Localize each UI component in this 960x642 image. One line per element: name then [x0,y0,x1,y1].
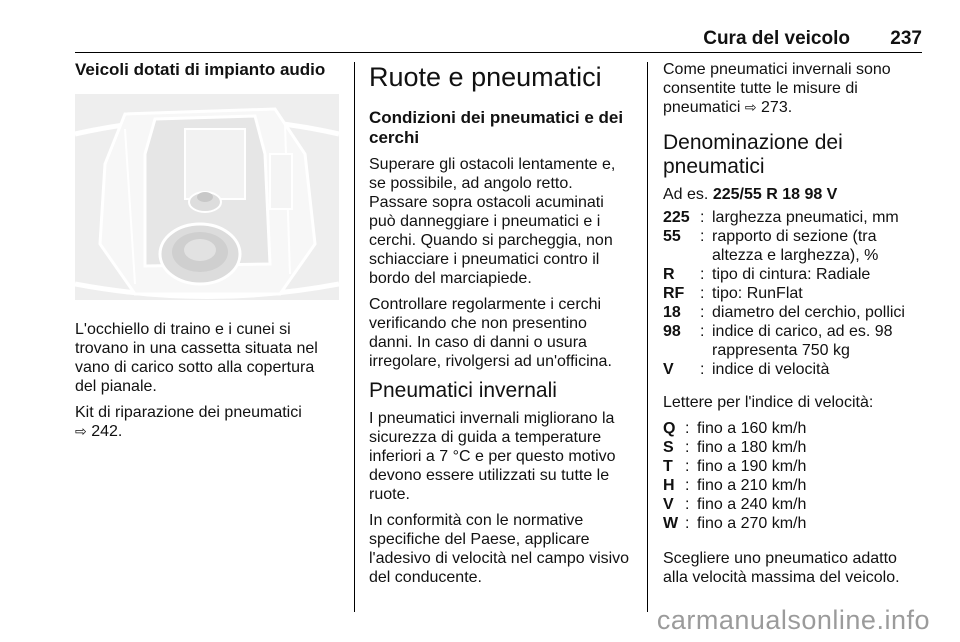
list-item: W : fino a 270 km/h [663,515,807,532]
list-item: T : fino a 190 km/h [663,458,807,475]
speed-index-list [663,419,925,533]
list-item: 225 : larghezza pneumatici, mm [663,209,899,226]
list-item: R : tipo di cintura: Radiale [663,266,871,283]
designation-list [663,208,925,379]
cargo-box-drawing [75,94,339,300]
column-2 [369,60,634,594]
list-item: Q : fino a 160 km/h [663,420,807,437]
page-ref-icon: ⇨ [75,423,87,439]
page-number: 237 [890,28,922,49]
speed-intro: Lettere per l'indice di velocità: [663,394,874,411]
speed-sticker-text: In conformità con le normative specifiche del Paese, applicare l'adesivo di velocità nel campo visivo del conducente. [369,512,630,586]
designation-heading: Denominazione dei pneumatici [663,131,843,178]
column-3 [663,60,925,594]
section-title: Cura del veicolo [703,28,850,49]
list-item: S : fino a 180 km/h [663,439,807,456]
list-item: H : fino a 210 km/h [663,477,807,494]
page-header [75,28,922,53]
condition-subtitle: Condizioni dei pneumatici e dei cerchi [369,108,624,147]
check-rims-text: Controllare regolarmente i cerchi verificando che non presentino danni. In caso di danni o usura irregolare, rivolgersi ad un'officina. [369,296,612,370]
column-divider [647,62,648,612]
list-item: 55 : rapporto di sezione (tra altezza e larghezza), % [663,228,879,264]
list-item: V : indice di velocità [663,361,830,378]
list-item: 18 : diametro del cerchio, pollici [663,304,905,321]
winter-tyres-heading: Pneumatici invernali [369,379,557,402]
column-1 [75,60,339,448]
watermark: carmanualsonline.info [656,605,930,635]
cargo-box-illustration [75,94,339,300]
list-item: RF : tipo: RunFlat [663,285,803,302]
repair-kit-ref: Kit di riparazione dei pneumatici ⇨ 242. [75,404,302,440]
audio-heading: Veicoli dotati di impianto audio [75,60,326,79]
chapter-title: Ruote e pneumatici [369,62,602,92]
tow-eye-text: L'occhiello di traino e i cunei si trovano in una cassetta situata nel vano di carico sotto alla copertura del pianale. [75,321,318,395]
page-ref-icon: ⇨ [744,99,757,115]
winter-sizes-text: Come pneumatici invernali sono consentite tutte le misure di pneumatici ⇨ 273. [663,61,891,116]
column-divider [354,62,355,612]
obstacles-text: Superare gli ostacoli lentamente e, se possibile, ad angolo retto. Passare sopra ostacoli acuminati può danneggiare i pneumatici e i cerchi. Quando si parcheggia, non schiacciare i pneumatici contro il bordo del marciapiede. [369,156,616,287]
winter-tyres-text: I pneumatici invernali migliorano la sicurezza di guida a temperature inferiori a 7 °C e per questo motivo devono essere utilizzati su tutte le ruote. [369,410,616,503]
list-item: 98 : indice di carico, ad es. 98 rappresenta 750 kg [663,323,893,359]
list-item: V : fino a 240 km/h [663,496,807,513]
closing-text: Scegliere uno pneumatico adatto alla velocità massima del veicolo. [663,550,900,586]
designation-example: Ad es. 225/55 R 18 98 V [663,186,838,203]
